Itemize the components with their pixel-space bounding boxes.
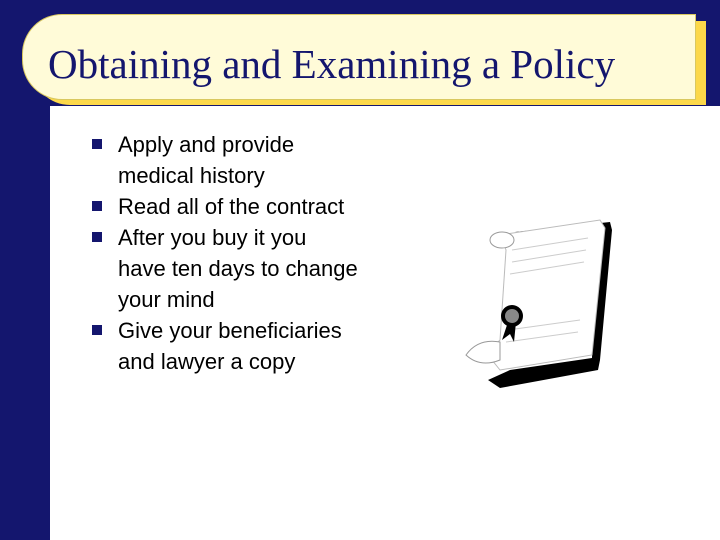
square-bullet-icon bbox=[92, 232, 102, 242]
bullet-text: Apply and provide medical history bbox=[118, 132, 295, 188]
square-bullet-icon bbox=[92, 139, 102, 149]
bullet-item bbox=[92, 191, 382, 222]
diploma-scroll-icon bbox=[460, 210, 620, 390]
bullet-text: Read all of the contract bbox=[118, 194, 345, 219]
bullet-text: Give your beneficiaries and lawyer a copy bbox=[118, 318, 342, 374]
bullet-item bbox=[92, 129, 382, 191]
square-bullet-icon bbox=[92, 325, 102, 335]
slide-title: Obtaining and Examining a Policy bbox=[48, 41, 616, 87]
bullet-list bbox=[92, 129, 382, 377]
bullet-text: After you buy it you have ten days to change your mind bbox=[118, 225, 358, 312]
bullet-item bbox=[92, 315, 382, 377]
square-bullet-icon bbox=[92, 201, 102, 211]
bullet-item bbox=[92, 222, 382, 315]
